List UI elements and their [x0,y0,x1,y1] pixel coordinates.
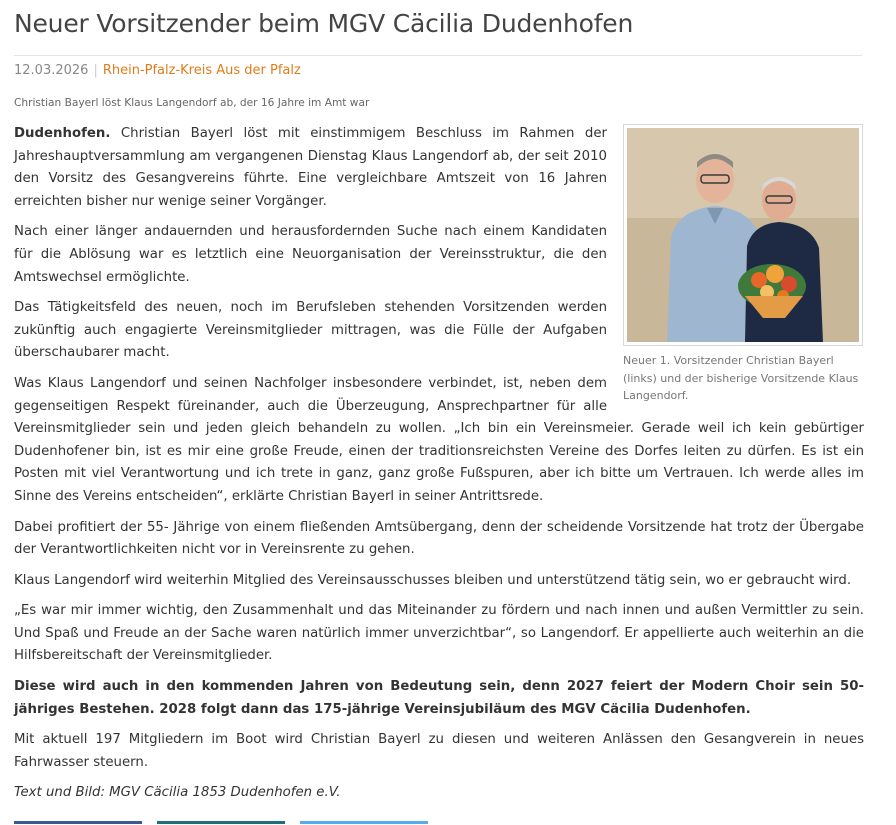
paragraph-8-bold: Diese wird auch in den kommenden Jahren von Bedeutung sein, denn 2027 feiert der Modern Choir sein 50-jähriges Bestehen. 2028 folgt dann das 175-jährige Vereinsjubiläum des MGV Cäcilia Dudenhofen. [14,679,864,717]
paragraph-5: Dabei profitiert der 55- Jährige von einem fließenden Amtsübergang, denn der scheidende Vorsitzende hat trotz der Übergabe der Verantwortlichkeiten nicht vor in Vereinsrente zu gehen. [14,519,864,558]
paragraph-9: Mit aktuell 197 Mitgliedern im Boot wird Christian Bayerl zu diesen und weiteren Anlässen den Gesangverein in neues Fahrwasser steuern. [14,732,864,770]
title-divider [14,55,862,56]
category-link[interactable]: Rhein-Pfalz-Kreis Aus der Pfalz [102,63,301,78]
article-title: Neuer Vorsitzender beim MGV Cäcilia Dudenhofen [14,9,634,38]
paragraph-3: Das Tätigkeitsfeld des neuen, noch im Berufsleben stehenden Vorsitzenden werden zukünftig auch engagierte Vereinsmitglieder mittragen, was die Fülle der Aufgaben überschaubarer macht. [14,300,607,361]
figure-float-spacer [607,123,864,407]
paragraph-8 [14,676,864,721]
meta-separator: | [93,63,98,78]
article-lead: Christian Bayerl löst Klaus Langendorf ab, der 16 Jahre im Amt war [14,97,370,109]
paragraph-4: Was Klaus Langendorf und seinen Nachfolger insbesondere verbindet, ist, neben dem gegenseitigen Respekt füreinander, auch die Überzeugung, Ansprechpartner für alle Vereinsmitglieder sein und jeden gleich behandeln zu wollen. „Ich bin ein Vereinsmeier. Gerade weil ich kein gebürtiger Dudenhofener bin, ist es mir eine große Freude, einen der traditionsreichsten Vereine des Dorfes leiten zu dürfen. Es ist ein Posten mit viel Verantwortung und ich trete in ganz, ganz große Fußspuren, aber ich bitte um Vertrauen. Ich werde alles im Sinne des Vereins entscheiden“, erklärte Christian Bayerl in seiner Antrittsrede. [14,375,864,504]
article-credit: Text und Bild: MGV Cäcilia 1853 Dudenhofen e.V. [14,785,341,801]
photo-caption: Neuer 1. Vorsitzender Christian Bayerl (links) und der bisherige Vorsitzende Klaus Langendorf. [623,354,859,402]
paragraph-1-text: Christian Bayerl löst mit einstimmigem Beschluss im Rahmen der Jahreshauptversammlung am vergangenen Dienstag Klaus Langendorf ab, der seit 2010 den Vorsitz des Gesangvereins führte. Eine vergleichbare Amtszeit von 16 Jahren erreichten bisher nur wenige seiner Vorgänger. [14,126,607,209]
share-bar-second[interactable] [157,821,285,824]
paragraph-7: „Es war mir immer wichtig, den Zusammenhalt und das Miteinander zu fördern und nach innen und außen Vermittler zu sein. Und Spaß und Freude an der Sache waren natürlich immer unverzichtbar“, so Langendorf. Er appellierte auch weiterhin an die Hilfsbereitschaft der Vereinsmitglieder. [14,603,864,664]
paragraph-2: Nach einer länger andauernden und herausfordernden Suche nach einem Kandidaten für die Ablösung war es letztlich eine Neuorganisation der Vereinsstruktur, die den Amtswechsel ermöglichte. [14,224,607,285]
article-date: 12.03.2026 [14,63,89,78]
share-bar-row [14,821,874,825]
article-body [14,123,864,813]
dateline: Dudenhofen. [14,126,111,141]
share-bar-twitter[interactable] [300,821,428,824]
article-meta [14,63,301,78]
paragraph-6: Klaus Langendorf wird weiterhin Mitglied des Vereinsausschusses bleiben und unterstützend tätig sein, wo er gebraucht wird. [14,572,852,588]
share-bar-facebook[interactable] [14,821,142,824]
